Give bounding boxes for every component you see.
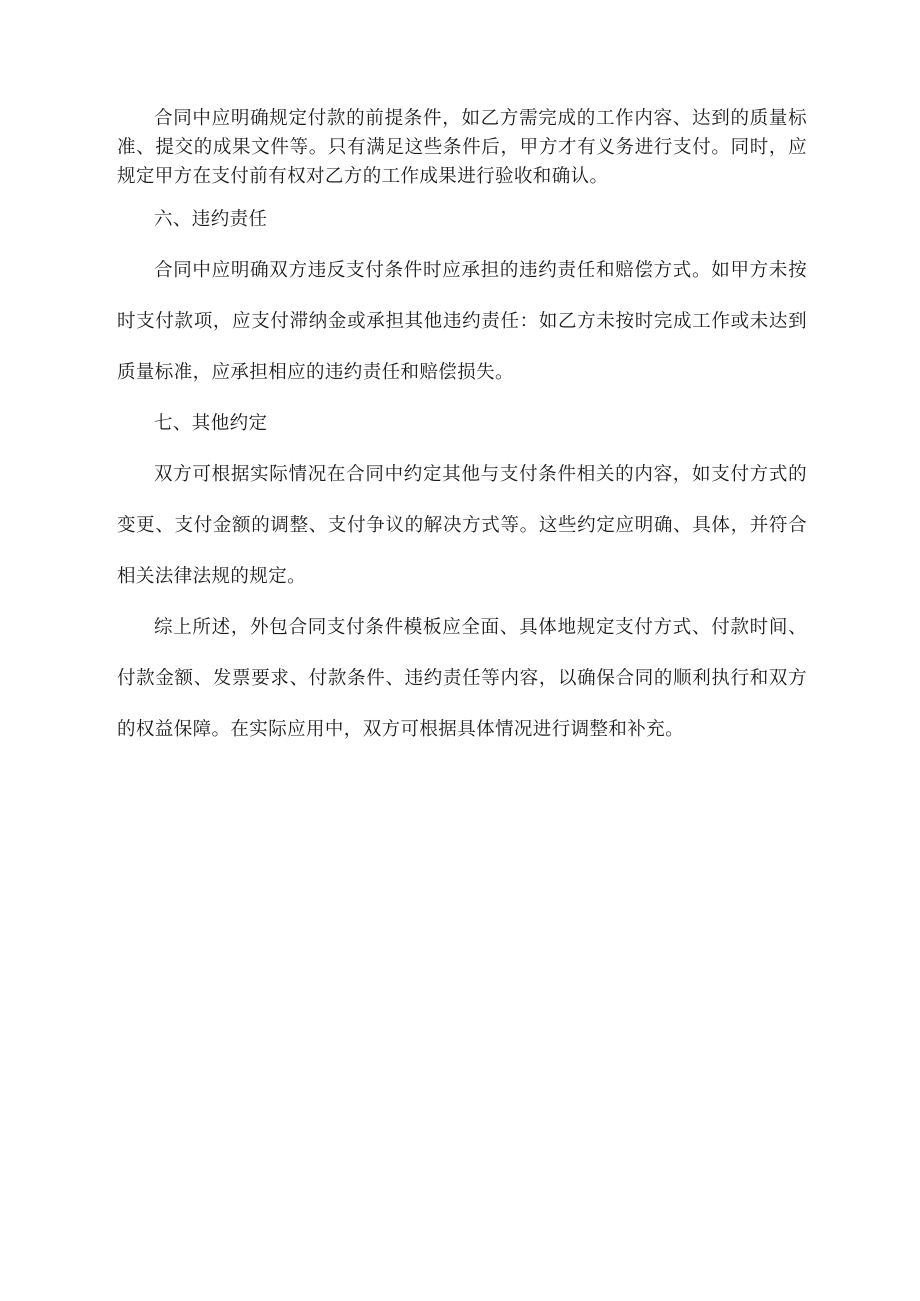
document-page xyxy=(117,104,807,755)
section-heading-other-agreements: 七、其他约定 xyxy=(154,413,268,434)
paragraph-summary: 综上所述，外包合同支付条件模板应全面、具体地规定支付方式、付款时间、付款金额、发票要求、付款条件、违约责任等内容，以确保合同的顺利执行和双方的权益保障。在实际应用中，双方可根据具体情况进行调整和补充。 xyxy=(117,617,807,740)
paragraph-other-agreements: 双方可根据实际情况在合同中约定其他与支付条件相关的内容，如支付方式的变更、支付金额的调整、支付争议的解决方式等。这些约定应明确、具体，并符合相关法律法规的规定。 xyxy=(117,464,807,587)
paragraph-payment-preconditions: 合同中应明确规定付款的前提条件，如乙方需完成的工作内容、达到的质量标准、提交的成果文件等。只有满足这些条件后，甲方才有义务进行支付。同时，应规定甲方在支付前有权对乙方的工作成果进行验收和确认。 xyxy=(117,108,807,187)
paragraph-breach-liability: 合同中应明确双方违反支付条件时应承担的违约责任和赔偿方式。如甲方未按时支付款项，应支付滞纳金或承担其他违约责任：如乙方未按时完成工作或未达到质量标准，应承担相应的违约责任和赔偿损失。 xyxy=(117,260,807,383)
section-heading-breach-liability: 六、违约责任 xyxy=(154,209,268,230)
